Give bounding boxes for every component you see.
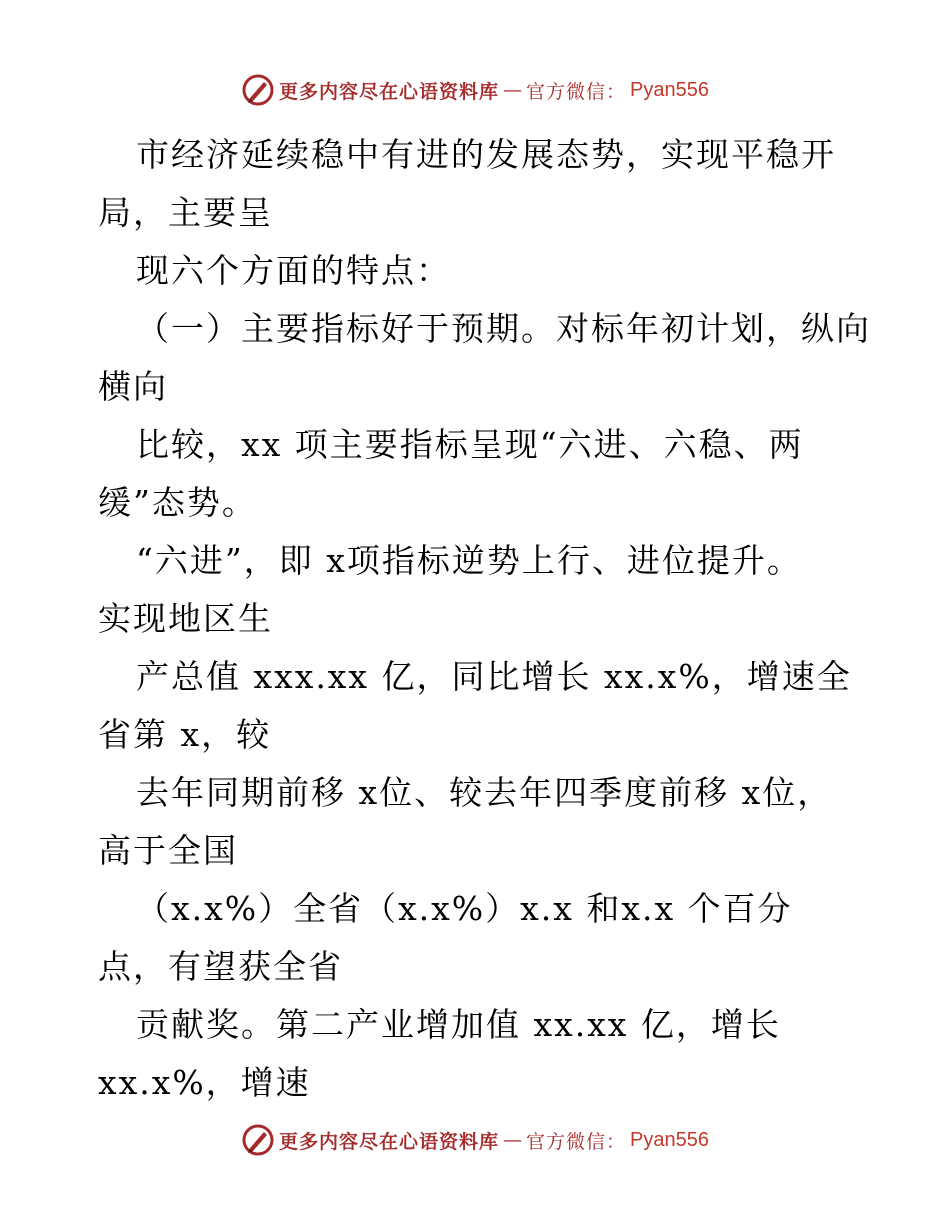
body-text [98, 126, 871, 1112]
text-line: 高于全国 [98, 831, 238, 870]
text-line: 省第 x，较 [98, 715, 272, 754]
text-line: 贡献奖。第二产业增加值 xx.xx 亿，增长 [136, 1005, 781, 1044]
text-line: “六进”，即 x项指标逆势上行、进位提升。 [136, 541, 802, 580]
footer-wechat-id: Pyan556 [630, 1128, 709, 1151]
text-line: （x.x%）全省（x.x%）x.x 和x.x 个百分 [136, 889, 793, 928]
text-line: 横向 [98, 367, 168, 406]
text-line: 市经济延续稳中有进的发展态势，实现平稳开 [136, 135, 836, 174]
footer-promo-text: 更多内容尽在心语资料库 [279, 1130, 500, 1153]
header-wechat-id: Pyan556 [630, 78, 709, 101]
header-banner [0, 72, 950, 108]
text-line: 实现地区生 [98, 599, 273, 638]
header-promo-text: 更多内容尽在心语资料库 [279, 80, 500, 103]
header-wechat-label: 官方微信： [526, 80, 627, 103]
text-line: 缓”态势。 [98, 483, 257, 522]
text-line: 产总值 xxx.xx 亿，同比增长 xx.x%，增速全 [136, 657, 852, 696]
footer-banner [0, 1122, 950, 1158]
pen-logo-icon [241, 73, 275, 107]
text-line: 比较，xx 项主要指标呈现“六进、六稳、两 [136, 425, 804, 464]
header-dash: — [503, 79, 523, 101]
text-line: 去年同期前移 x位、较去年四季度前移 x位， [136, 773, 833, 812]
text-line: （一）主要指标好于预期。对标年初计划，纵向 [136, 309, 871, 348]
text-line: 点，有望获全省 [98, 947, 343, 986]
footer-wechat-label: 官方微信： [526, 1130, 627, 1153]
text-line: 局，主要呈 [98, 193, 273, 232]
pen-logo-icon [241, 1123, 275, 1157]
text-line: xx.x%，增速 [98, 1063, 311, 1102]
text-line: 现六个方面的特点： [136, 251, 451, 290]
footer-dash: — [503, 1129, 523, 1151]
